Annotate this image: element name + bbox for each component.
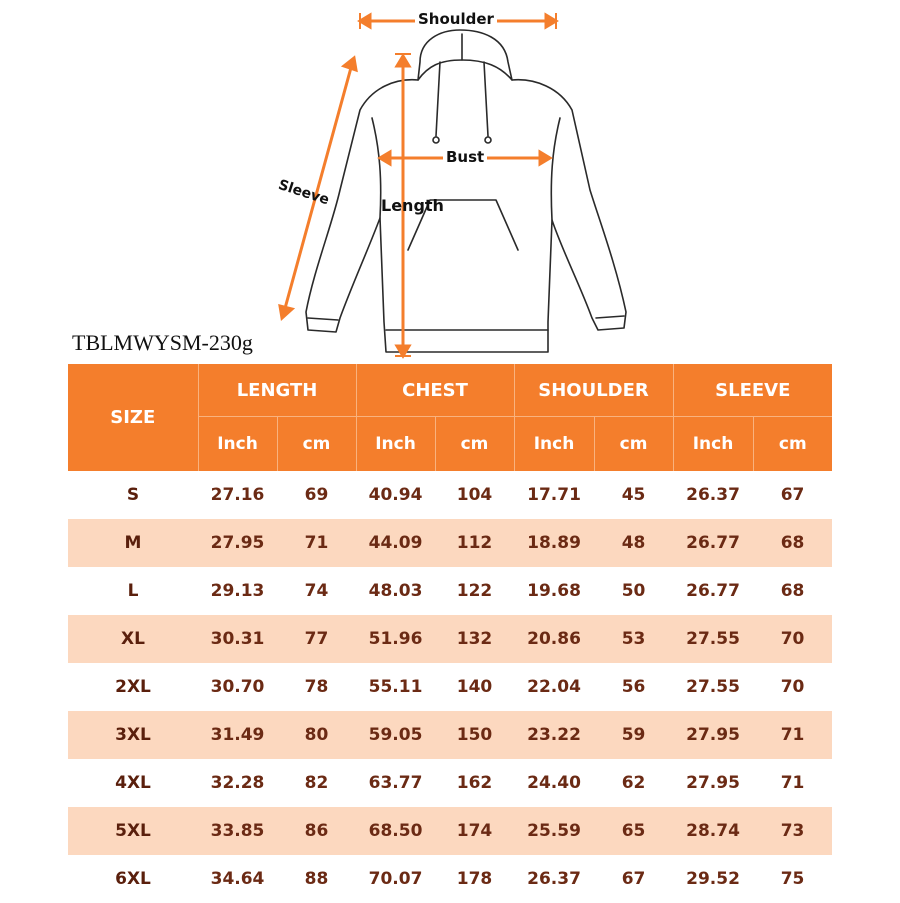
measurement-cell: 68 <box>753 567 832 615</box>
measurement-cell: 26.37 <box>514 855 594 903</box>
measurement-cell: 59 <box>594 711 673 759</box>
table-row <box>68 471 832 519</box>
measurement-cell: 132 <box>435 615 514 663</box>
table-row <box>68 567 832 615</box>
measurement-cell: 56 <box>594 663 673 711</box>
chest-header: CHEST <box>356 364 514 417</box>
measurement-cell: 122 <box>435 567 514 615</box>
size-table-body <box>68 471 832 903</box>
measurement-cell: 27.95 <box>198 519 277 567</box>
size-cell: S <box>68 471 198 519</box>
measurement-cell: 71 <box>277 519 356 567</box>
table-row <box>68 711 832 759</box>
unit-header: cm <box>435 417 514 472</box>
measurement-cell: 70 <box>753 615 832 663</box>
measurement-cell: 112 <box>435 519 514 567</box>
size-cell: 6XL <box>68 855 198 903</box>
measurement-cell: 17.71 <box>514 471 594 519</box>
unit-header: Inch <box>356 417 435 472</box>
header-row-groups <box>68 364 832 417</box>
measurement-cell: 27.95 <box>673 759 753 807</box>
measurement-cell: 53 <box>594 615 673 663</box>
unit-header: cm <box>594 417 673 472</box>
measurement-cell: 48.03 <box>356 567 435 615</box>
measurement-cell: 69 <box>277 471 356 519</box>
measurement-cell: 45 <box>594 471 673 519</box>
measurement-cell: 20.86 <box>514 615 594 663</box>
measurement-cell: 26.77 <box>673 519 753 567</box>
measurement-cell: 65 <box>594 807 673 855</box>
size-header: SIZE <box>68 364 198 471</box>
measurement-cell: 73 <box>753 807 832 855</box>
shoulder-label: Shoulder <box>415 12 497 27</box>
size-cell: 5XL <box>68 807 198 855</box>
measurement-cell: 30.70 <box>198 663 277 711</box>
sleeve-header: SLEEVE <box>673 364 832 417</box>
unit-header: cm <box>753 417 832 472</box>
measurement-cell: 104 <box>435 471 514 519</box>
table-row <box>68 663 832 711</box>
measurement-cell: 30.31 <box>198 615 277 663</box>
measurement-cell: 82 <box>277 759 356 807</box>
measurement-cell: 80 <box>277 711 356 759</box>
measurement-cell: 19.68 <box>514 567 594 615</box>
measurement-cell: 71 <box>753 759 832 807</box>
measurement-cell: 88 <box>277 855 356 903</box>
bust-label: Bust <box>443 150 487 165</box>
measurement-cell: 18.89 <box>514 519 594 567</box>
length-header: LENGTH <box>198 364 356 417</box>
product-code: TBLMWYSM-230g <box>72 330 253 355</box>
measurement-cell: 27.16 <box>198 471 277 519</box>
hoodie-outline-icon <box>0 0 900 362</box>
measurement-cell: 24.40 <box>514 759 594 807</box>
measurement-cell: 44.09 <box>356 519 435 567</box>
measurement-cell: 25.59 <box>514 807 594 855</box>
measurement-cell: 150 <box>435 711 514 759</box>
unit-header: Inch <box>198 417 277 472</box>
measurement-cell: 27.55 <box>673 663 753 711</box>
measurement-cell: 70 <box>753 663 832 711</box>
table-row <box>68 807 832 855</box>
unit-header: Inch <box>514 417 594 472</box>
measurement-cell: 71 <box>753 711 832 759</box>
size-cell: 2XL <box>68 663 198 711</box>
measurement-cell: 140 <box>435 663 514 711</box>
size-cell: 4XL <box>68 759 198 807</box>
measurement-cell: 74 <box>277 567 356 615</box>
measurement-cell: 29.13 <box>198 567 277 615</box>
measurement-cell: 55.11 <box>356 663 435 711</box>
shoulder-header: SHOULDER <box>514 364 673 417</box>
measurement-cell: 86 <box>277 807 356 855</box>
measurement-cell: 33.85 <box>198 807 277 855</box>
measurement-cell: 50 <box>594 567 673 615</box>
measurement-cell: 23.22 <box>514 711 594 759</box>
table-row <box>68 759 832 807</box>
measurement-cell: 32.28 <box>198 759 277 807</box>
measurement-cell: 67 <box>753 471 832 519</box>
measurement-cell: 70.07 <box>356 855 435 903</box>
measurement-cell: 26.37 <box>673 471 753 519</box>
measurement-cell: 28.74 <box>673 807 753 855</box>
measurement-cell: 77 <box>277 615 356 663</box>
table-row <box>68 519 832 567</box>
measurement-cell: 178 <box>435 855 514 903</box>
size-cell: XL <box>68 615 198 663</box>
measurement-cell: 27.95 <box>673 711 753 759</box>
size-cell: 3XL <box>68 711 198 759</box>
measurement-cell: 68.50 <box>356 807 435 855</box>
measurement-cell: 51.96 <box>356 615 435 663</box>
measurement-cell: 63.77 <box>356 759 435 807</box>
size-cell: L <box>68 567 198 615</box>
measurement-cell: 29.52 <box>673 855 753 903</box>
measurement-cell: 68 <box>753 519 832 567</box>
measurement-cell: 67 <box>594 855 673 903</box>
measurement-cell: 59.05 <box>356 711 435 759</box>
measurement-cell: 78 <box>277 663 356 711</box>
measurement-cell: 75 <box>753 855 832 903</box>
size-cell: M <box>68 519 198 567</box>
measurement-cell: 62 <box>594 759 673 807</box>
size-chart-table <box>68 364 832 903</box>
measurement-cell: 22.04 <box>514 663 594 711</box>
table-row <box>68 855 832 903</box>
measurement-cell: 26.77 <box>673 567 753 615</box>
unit-header: Inch <box>673 417 753 472</box>
measurement-cell: 34.64 <box>198 855 277 903</box>
measurement-cell: 48 <box>594 519 673 567</box>
size-diagram <box>0 0 900 362</box>
table-row <box>68 615 832 663</box>
measurement-cell: 174 <box>435 807 514 855</box>
measurement-cell: 40.94 <box>356 471 435 519</box>
length-label: Length <box>381 196 444 215</box>
unit-header: cm <box>277 417 356 472</box>
measurement-cell: 31.49 <box>198 711 277 759</box>
sleeve-label: Sleeve <box>276 176 332 209</box>
measurement-cell: 162 <box>435 759 514 807</box>
measurement-cell: 27.55 <box>673 615 753 663</box>
